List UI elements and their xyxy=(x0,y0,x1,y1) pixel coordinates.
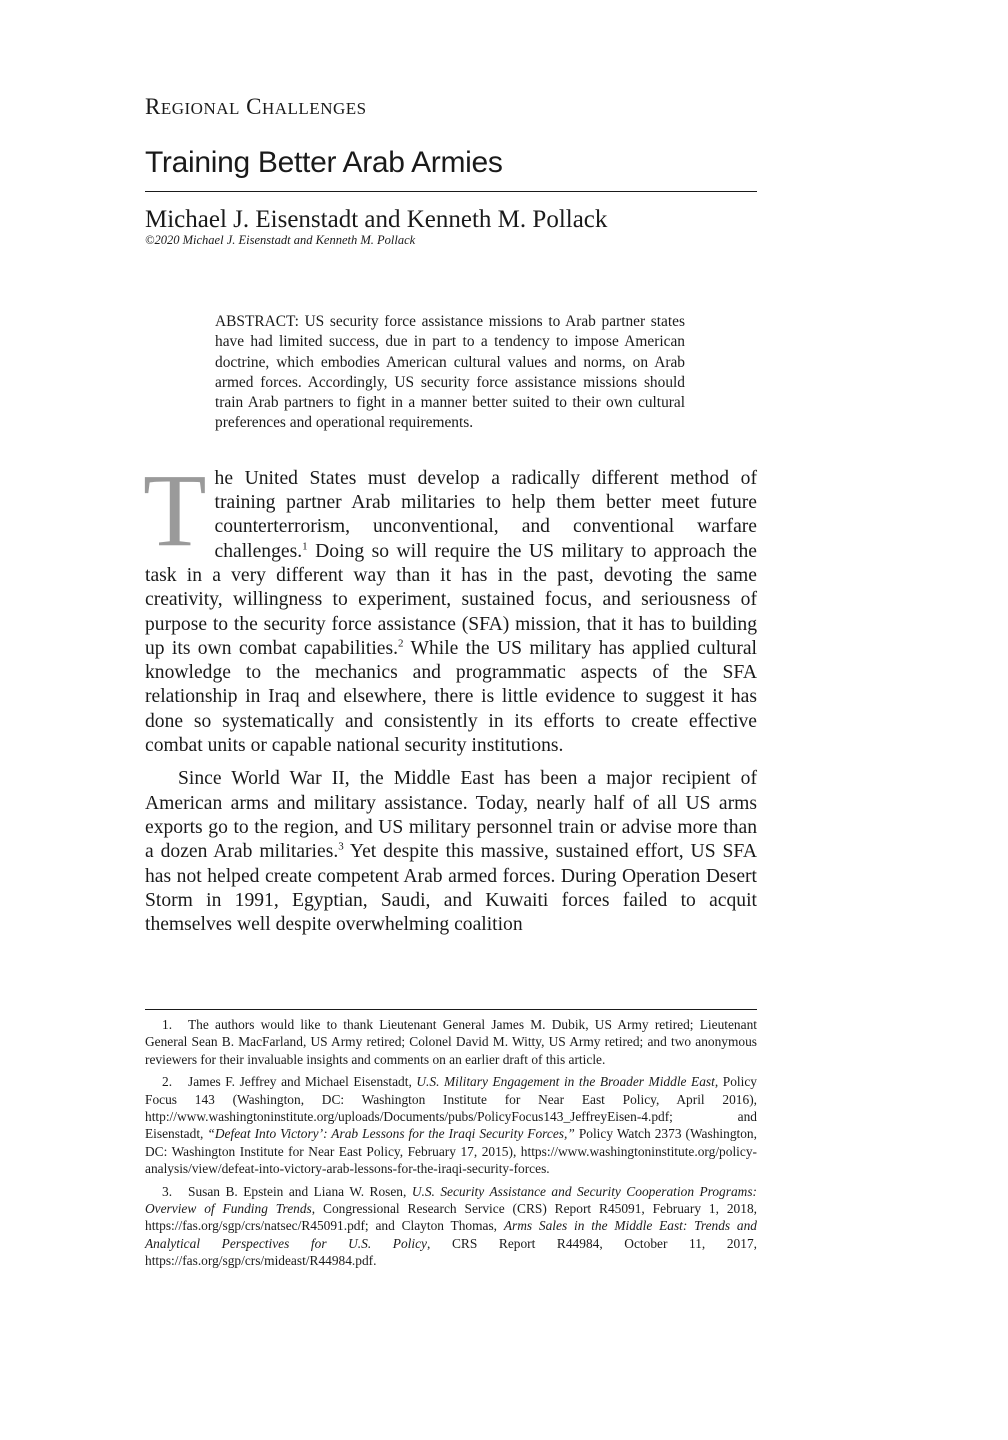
paragraph-1-text-b: Doing so will require the US military to approach the task in a very different way than it has in the past, devoting the same creativity, willingness to experiment, sustained focus, and seriousness of purpose to the security force assistance (SFA) mission, that it has to building up its own combat capabilities. xyxy=(145,540,757,659)
article-title: Training Better Arab Armies xyxy=(145,146,503,179)
footnote-citation-title: U.S. Military Engagement in the Broader Middle East xyxy=(416,1074,715,1090)
title-rule xyxy=(145,191,757,192)
footnote-ref-2[interactable]: 2 xyxy=(397,637,404,650)
section-heading-cap-1: R xyxy=(145,94,161,119)
paragraph-2-text-a: Since World War II, the Middle East has been a major recipient of American arms and military assistance. Today, nearly half of all US arms exports go to the region, and US military personnel train or advise more than a dozen Arab militaries. xyxy=(145,768,757,863)
paragraph-1-text-c: While the US military has applied cultural knowledge to the mechanics and programmatic aspects of the SFA relationship in Iraq and elsewhere, there is little evidence to suggest it has done so systematically and consistently in its efforts to create effective combat units or capable national security institutions. xyxy=(145,637,757,757)
footnote-number: 3. xyxy=(162,1183,173,1199)
footnote-2 xyxy=(145,1073,757,1177)
footnote-citation-title: “Defeat Into Victory’: Arab Lessons for the Iraqi Security Forces,” xyxy=(207,1126,575,1142)
footnote-text: , Policy Focus 143 (Washington, DC: Washington Institute for Near East Policy, April 2016), http://www.washingtoninstitute.org/uploads/Documents/pubs/PolicyFocus143_JeffreyEisen-4.pdf; and Eisenstadt, xyxy=(145,1074,757,1142)
footnotes xyxy=(145,1016,757,1275)
abstract: ABSTRACT: US security force assistance missions to Arab partner states have had limited success, due in part to a tendency to impose American doctrine, which embodies American cultural values and norms, on Arab armed forces. Accordingly, US security force assistance missions should train Arab partners to fight in a manner better suited to their own cultural preferences and operational requirements. xyxy=(215,313,685,432)
paragraph-2 xyxy=(145,767,757,937)
article xyxy=(145,95,757,937)
footnote-text: Susan B. Epstein and Liana W. Rosen, xyxy=(188,1183,412,1199)
footnote-ref-3[interactable]: 3 xyxy=(338,840,344,853)
authors: Michael J. Eisenstadt and Kenneth M. Pollack xyxy=(145,205,608,233)
footnote-text: , Congressional Research Service (CRS) Report R45091, February 1, 2018, https://fas.org/sgp/crs/natsec/R45091.pdf; and Clayton Thomas, xyxy=(145,1201,757,1234)
footnote-ref-1[interactable]: 1 xyxy=(302,540,308,553)
body-text xyxy=(143,452,757,938)
footnote-1 xyxy=(145,1016,757,1068)
section-heading xyxy=(145,95,757,125)
footnote-text: James F. Jeffrey and Michael Eisenstadt, xyxy=(188,1074,417,1090)
footnote-text: The authors would like to thank Lieutenant General James M. Dubik, US Army retired; Lieutenant General Sean B. MacFarland, US Army retired; Colonel David M. Witty, US Army retired; and two anonymous reviewers for their invaluable insights and comments on an earlier draft of this article. xyxy=(145,1017,757,1067)
footnote-number: 1. xyxy=(162,1017,173,1032)
section-heading-rest-1: EGIONAL xyxy=(160,99,240,118)
drop-cap: T xyxy=(143,452,207,568)
footnote-citation-title: U.S. Security Assistance and Security Cooperation Programs: Overview of Funding Trends xyxy=(145,1183,758,1217)
paragraph-1-text-a: he United States must develop a radically different method of training partner Arab militaries to help them better meet future counterterrorism, unconventional, and conventional warfare challenges. xyxy=(214,467,757,562)
section-heading-cap-2: C xyxy=(246,94,262,119)
footnote-number: 2. xyxy=(162,1074,173,1090)
paragraph-1 xyxy=(143,452,757,759)
paragraph-2-text-b: Yet despite this massive, sustained effort, US SFA has not helped create competent Arab armed forces. During Operation Desert Storm in 1991, Egyptian, Saudi, and Kuwaiti forces failed to acquit themselves well despite overwhelming coalition xyxy=(145,841,757,936)
footnote-rule xyxy=(145,1009,757,1010)
copyright: ©2020 Michael J. Eisenstadt and Kenneth M. Pollack xyxy=(145,233,416,247)
footnote-citation-title: Arms Sales in the Middle East: Trends and Analytical Perspectives for U.S. Policy xyxy=(145,1218,757,1251)
footnote-text: , CRS Report R44984, October 11, 2017, https://fas.org/sgp/crs/mideast/R44984.pdf. xyxy=(145,1235,757,1269)
footnote-3 xyxy=(145,1183,757,1270)
section-heading-rest-2: HALLENGES xyxy=(261,99,367,118)
footnote-text: Policy Watch 2373 (Washington, DC: Washington Institute for Near East Policy, February 17, 2015), https://www.washingtoninstitute.org/policy-analysis/view/defeat-into-victory-arab-lessons-for-the-iraqi-security-forces. xyxy=(145,1126,757,1177)
